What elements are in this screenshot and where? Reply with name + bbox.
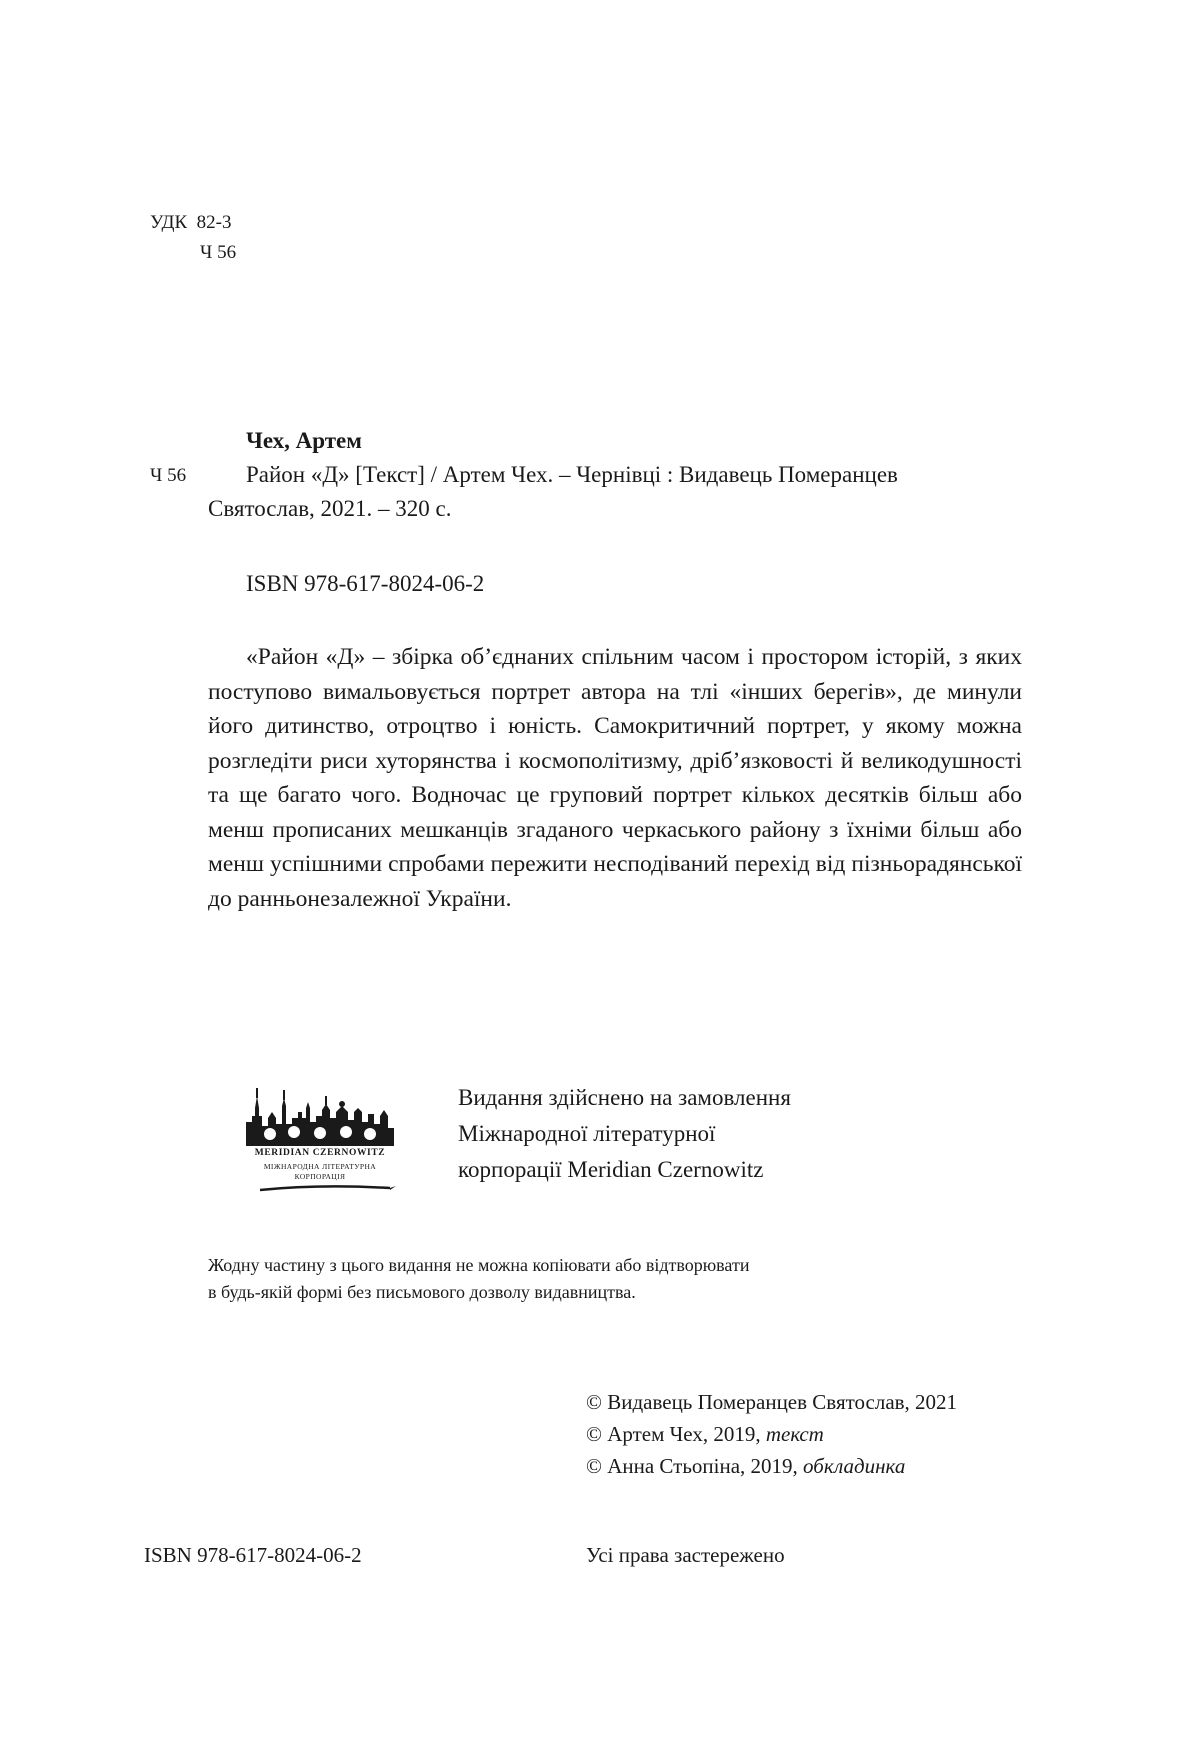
all-rights-reserved: Усі права застережено bbox=[586, 1543, 785, 1567]
annotation-paragraph: «Район «Д» – збірка об’єднаних спільним часом і простором історій, з яких поступово вимальовується портрет автора на тлі «інших берегів», де минули його дитинство, отроцтво і юність. Самокритичний портрет, у якому можна розгледіти риси хуторянства і космополітизму, дріб’язковості й великодушності та ще багато чого. Водночас це груповий портрет кількох десятків більш або менш прописаних мешканців згаданого черкаського району з їхніми більш або менш успішними спробами пережити несподіваний перехід від пізньорадянської до ранньонезалежної України. bbox=[208, 644, 1022, 912]
isbn-entry: ISBN 978-617-8024-06-2 bbox=[246, 571, 485, 596]
isbn-footer: ISBN 978-617-8024-06-2 bbox=[144, 1543, 362, 1567]
bibliographic-line-2: Святослав, 2021. – 320 с. bbox=[208, 496, 452, 521]
commission-line-2: Міжнародної літературної bbox=[458, 1121, 716, 1146]
logo-subtitle-2: КОРПОРАЦІЯ bbox=[294, 1172, 346, 1181]
logo-title: MERIDIAN CZERNOWITZ bbox=[254, 1148, 386, 1158]
udk-code: 82-3 bbox=[196, 212, 232, 233]
commission-line-1: Видання здійснено на замовлення bbox=[458, 1085, 791, 1110]
udk-label: УДК bbox=[150, 212, 188, 233]
logo-subtitle-1: МІЖНАРОДНА ЛІТЕРАТУРНА bbox=[263, 1162, 377, 1171]
author-heading: Чех, Артем bbox=[246, 428, 362, 453]
rights-notice-line-1: Жодну частину з цього видання не можна копіювати або відтворювати bbox=[208, 1255, 750, 1275]
copyright-cover-role: обкладинка bbox=[803, 1454, 906, 1478]
copyright-cover bbox=[586, 1450, 905, 1482]
copyright-cover-prefix: © Анна Стьопіна, 2019, bbox=[586, 1454, 804, 1478]
udk-line bbox=[150, 212, 232, 234]
author-sign-side: Ч 56 bbox=[150, 465, 187, 486]
rights-notice-line-2: в будь-якій формі без письмового дозволу видавництва. bbox=[208, 1282, 636, 1302]
copyright-publisher: © Видавець Померанцев Святослав, 2021 bbox=[586, 1390, 958, 1414]
copyright-author-role: текст bbox=[765, 1422, 824, 1446]
commission-line-3: корпорації Meridian Czernowitz bbox=[458, 1157, 764, 1182]
copyright-author bbox=[586, 1418, 824, 1450]
publisher-logo bbox=[240, 1078, 400, 1198]
bibliographic-line-1: Район «Д» [Текст] / Артем Чех. – Чернівці : Видавець Померанцев bbox=[246, 462, 898, 487]
copyright-author-prefix: © Артем Чех, 2019, bbox=[586, 1422, 766, 1446]
author-sign-top: Ч 56 bbox=[200, 242, 237, 263]
